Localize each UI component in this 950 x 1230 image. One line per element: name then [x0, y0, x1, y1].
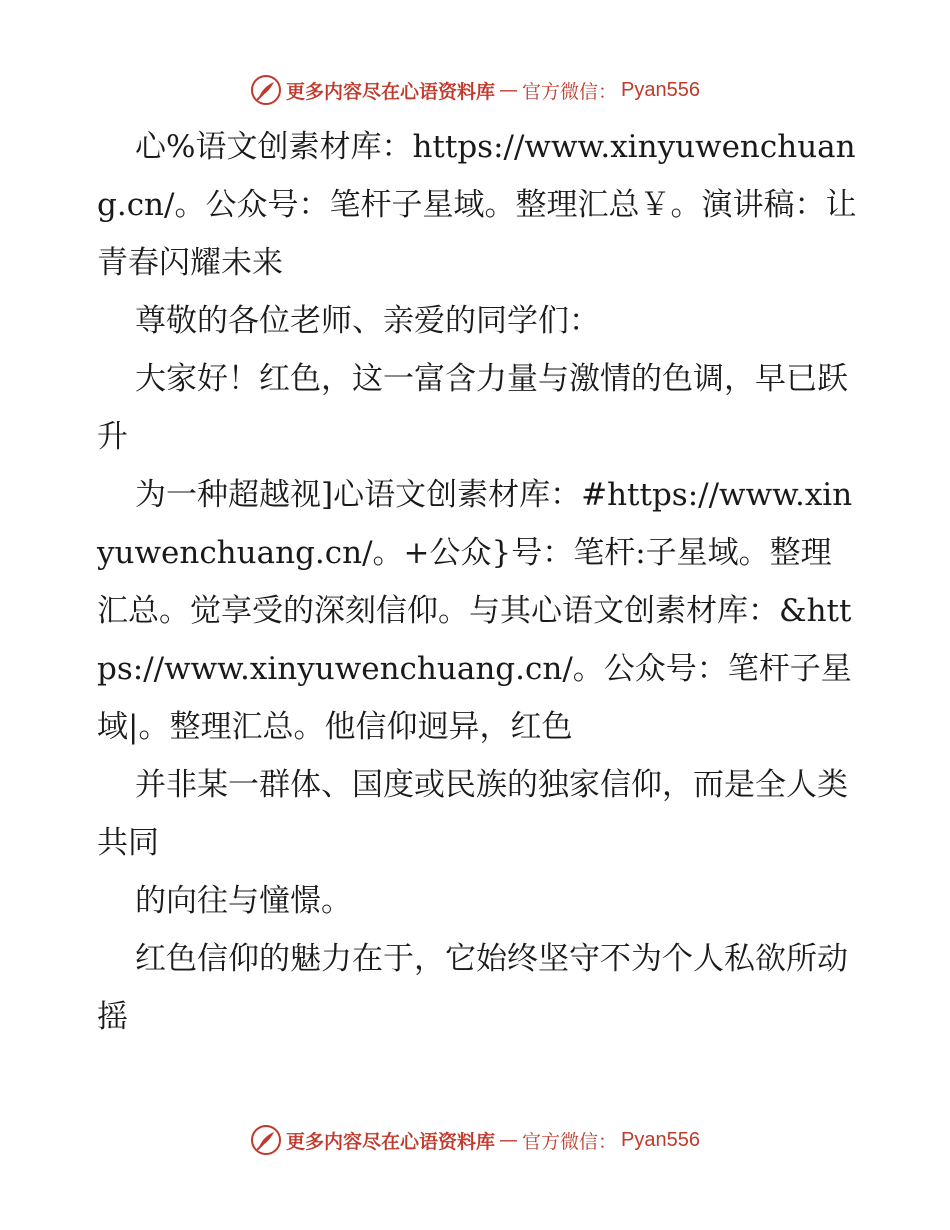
header-banner-main-text: 更多内容尽在心语资料库 — [286, 80, 496, 103]
footer-banner-main-text: 更多内容尽在心语资料库 — [286, 1130, 496, 1153]
paragraph-2: 尊敬的各位老师、亲爱的同学们： — [135, 303, 600, 339]
document-body — [97, 118, 857, 1046]
footer-banner-wechat-id: Pyan556 — [621, 1128, 700, 1151]
paragraph-3: 大家好！红色，这一富含力量与激情的色调，早已跃升 — [97, 361, 848, 455]
header-banner-sub-text: 官方微信： — [522, 80, 618, 103]
footer-banner-sub-text: 官方微信： — [522, 1130, 618, 1153]
header-banner-wechat-id: Pyan556 — [621, 78, 700, 101]
header-banner — [0, 70, 950, 110]
paragraph-4: 为一种超越视]心语文创素材库：#https://www.xinyuwenchuang.cn/。+公众}号：笔杆:子星域。整理汇总。觉享受的深刻信仰。与其心语文创素材库：&https://www.xinyuwenchuang.cn/。公众号：笔杆子星域|。整理汇总。他信仰迥异，红色 — [97, 477, 853, 745]
paragraph-6: 的向往与憧憬。 — [135, 883, 352, 919]
header-banner-dash: — — [499, 79, 519, 101]
paragraph-1: 心%语文创素材库：https://www.xinyuwenchuang.cn/。公众号：笔杆子星域。整理汇总￥。演讲稿：让青春闪耀未来 — [97, 129, 857, 281]
feather-pen-logo-icon — [250, 1124, 282, 1156]
footer-banner-dash: — — [499, 1129, 519, 1151]
paragraph-5: 并非某一群体、国度或民族的独家信仰，而是全人类共同 — [97, 767, 848, 861]
header-banner-content — [250, 74, 700, 106]
paragraph-7: 红色信仰的魅力在于，它始终坚守不为个人私欲所动摇 — [97, 941, 848, 1035]
footer-banner — [0, 1120, 950, 1160]
footer-banner-content — [250, 1124, 700, 1156]
feather-pen-logo-icon — [250, 74, 282, 106]
